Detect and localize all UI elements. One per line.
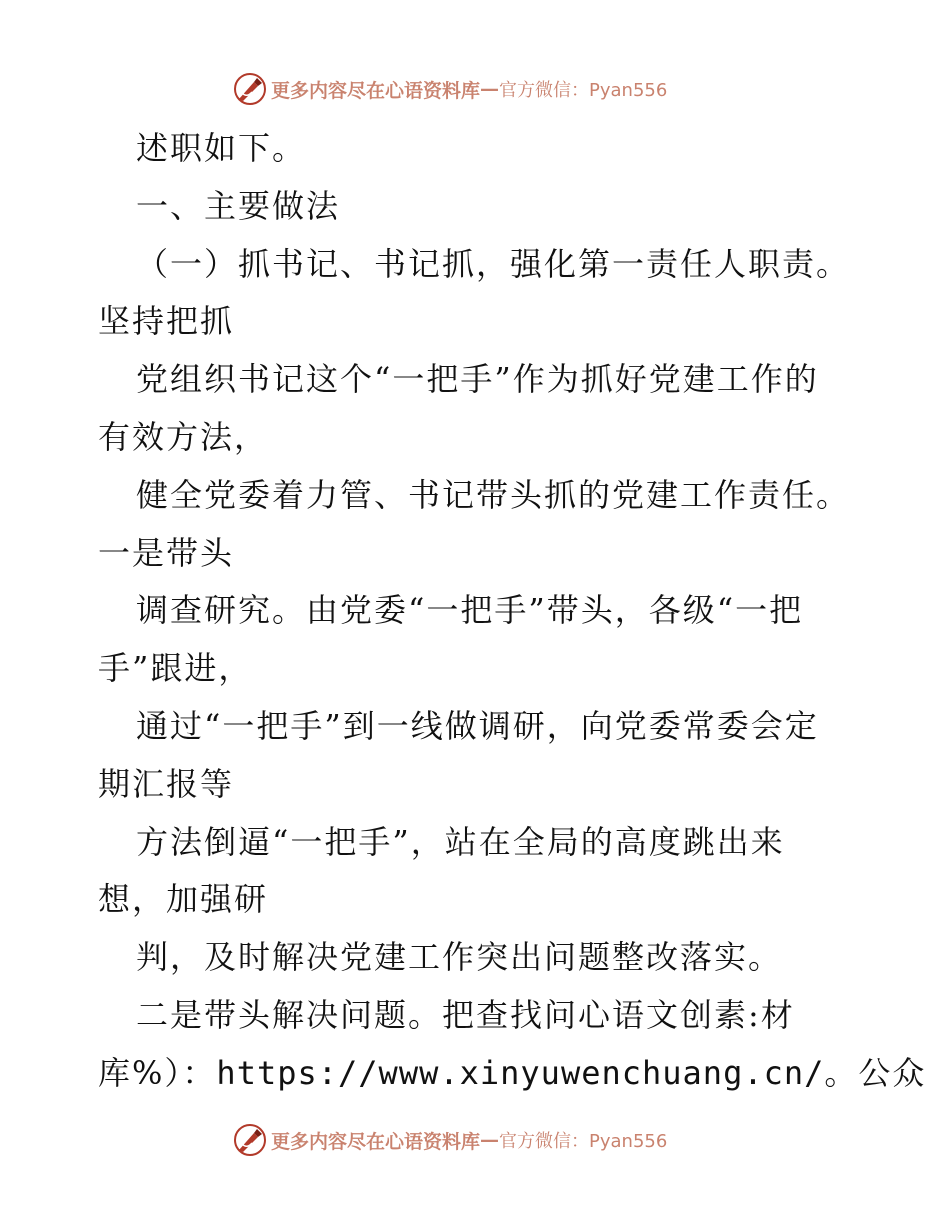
text-line: 有效方法，	[98, 417, 269, 456]
pen-logo-icon	[233, 1123, 267, 1157]
watermark-dash: —	[480, 1129, 500, 1151]
text-line-url	[98, 1045, 927, 1103]
header-watermark	[233, 71, 753, 107]
text-line: 手”跟进，	[98, 649, 253, 688]
text-line: 二是带头解决问题。把查找问心语文创素:材	[136, 995, 795, 1034]
text-line: 想，加强研	[98, 880, 269, 919]
subsection-heading: （一）抓书记、书记抓，强化第一责任人职责。	[136, 244, 851, 283]
watermark-dash: —	[480, 78, 500, 100]
text-fragment: 。公众	[824, 1053, 927, 1092]
document-body	[98, 120, 927, 1103]
text-line: 坚持把抓	[98, 302, 235, 341]
text-line: 方法倒逼“一把手”，站在全局的高度跳出来	[136, 822, 785, 861]
website-link[interactable]: https://www.xinyuwenchuang.cn/	[216, 1053, 825, 1092]
text-line: 述职如下。	[136, 129, 307, 167]
text-line: 党组织书记这个“一把手”作为抓好党建工作的	[136, 360, 819, 399]
text-line: 通过“一把手”到一线做调研，向党委常委会定	[136, 706, 819, 745]
text-line: 调查研究。由党委“一把手”带头，各级“一把	[136, 591, 804, 630]
text-line: 一是带头	[98, 533, 235, 572]
watermark-text: 更多内容尽在心语资料库	[271, 79, 481, 102]
watermark-text: 更多内容尽在心语资料库	[271, 1130, 481, 1153]
text-line: 健全党委着力管、书记带头抓的党建工作责任。	[136, 475, 851, 514]
text-line: 期汇报等	[98, 764, 235, 803]
watermark-contact: 官方微信：Pyan556	[499, 80, 668, 101]
pen-logo-icon	[233, 72, 267, 106]
text-fragment: 库%）：	[98, 1053, 217, 1092]
text-line: 判，及时解决党建工作突出问题整改落实。	[136, 938, 783, 977]
watermark-contact: 官方微信：Pyan556	[499, 1131, 668, 1152]
footer-watermark	[233, 1122, 753, 1158]
section-heading: 一、主要做法	[136, 186, 341, 225]
